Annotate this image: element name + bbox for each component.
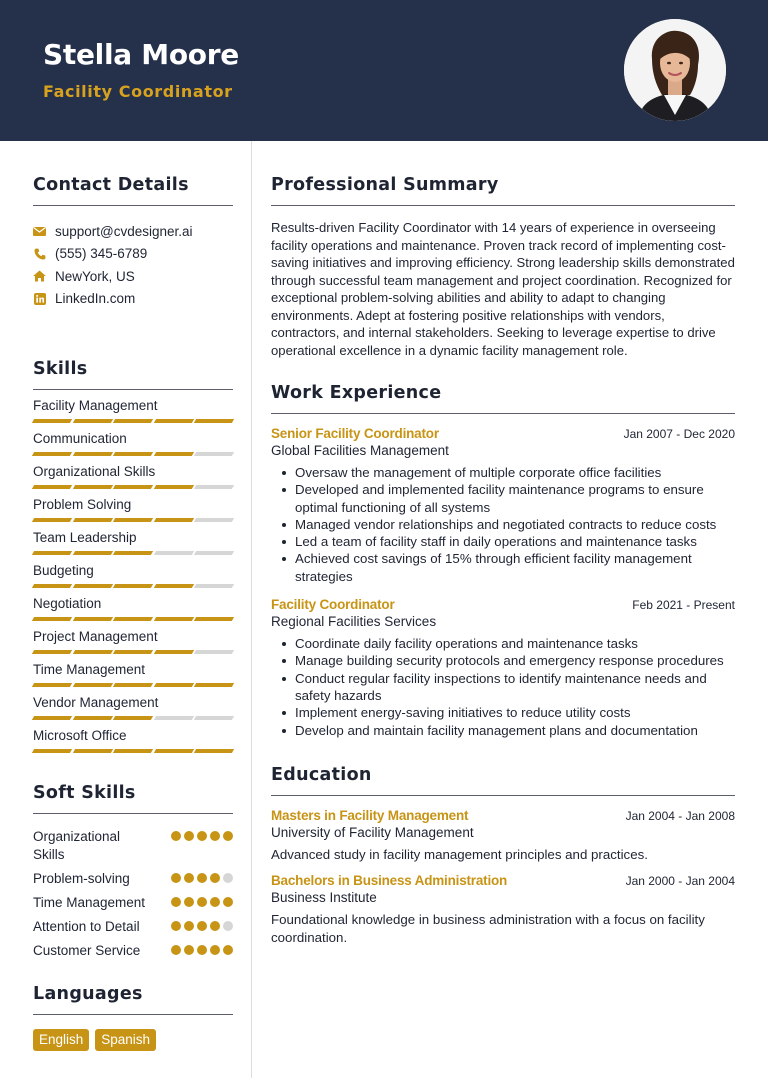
skill-item [33, 530, 233, 555]
soft-skills-title: Soft Skills [33, 783, 233, 814]
skill-name: Project Management [33, 629, 158, 644]
rating-dot [197, 921, 207, 931]
skill-level-segment [194, 551, 234, 555]
skill-item [33, 662, 233, 687]
skill-level-segment [32, 683, 72, 687]
job-bullet: Managed vendor relationships and negotiated contracts to reduce costs [295, 516, 735, 533]
skill-level-segment [154, 452, 194, 456]
skill-name: Organizational Skills [33, 464, 156, 479]
soft-skill-name: Organizational Skills [33, 829, 121, 862]
skill-level-segment [32, 485, 72, 489]
soft-skill-rating [171, 942, 233, 955]
right-column [271, 141, 735, 946]
job-title: Senior Facility Coordinator [271, 426, 439, 441]
skill-item [33, 431, 233, 456]
skill-item [33, 695, 233, 720]
skill-name: Vendor Management [33, 695, 159, 710]
skill-level-segment [72, 617, 112, 621]
skill-level-segment [113, 650, 153, 654]
skill-level-segment [194, 716, 234, 720]
language-badge: English [33, 1029, 89, 1051]
languages-title: Languages [33, 984, 233, 1015]
skill-level-segment [154, 716, 194, 720]
skill-item [33, 398, 233, 423]
skill-level-segment [72, 485, 112, 489]
left-column [33, 141, 233, 1051]
job-bullet: Implement energy-saving initiatives to reduce utility costs [295, 704, 735, 721]
education-dates: Jan 2000 - Jan 2004 [625, 874, 735, 889]
job-dates: Jan 2007 - Dec 2020 [623, 427, 735, 441]
rating-dot [184, 873, 194, 883]
skill-name: Time Management [33, 662, 146, 677]
skill-level-segment [194, 650, 234, 654]
degree-title: Bachelors in Business Administration [271, 873, 508, 889]
soft-skill-item [33, 942, 233, 960]
rating-dot [197, 873, 207, 883]
skill-item [33, 497, 233, 522]
rating-dot [171, 897, 181, 907]
degree-title: Masters in Facility Management [271, 807, 469, 823]
resume-header [0, 0, 768, 141]
contact-section [33, 175, 233, 310]
job-bullet: Oversaw the management of multiple corporate office facilities [295, 464, 735, 481]
skill-level-bar [33, 419, 233, 423]
contact-title: Contact Details [33, 175, 233, 206]
language-badge: Spanish [95, 1029, 156, 1051]
home-icon [33, 270, 46, 283]
job-company: Global Facilities Management [271, 443, 449, 458]
rating-dot [184, 831, 194, 841]
skill-name: Facility Management [33, 398, 158, 413]
linkedin-icon [33, 292, 46, 305]
candidate-name: Stella Moore [43, 38, 239, 71]
skills-section [33, 359, 233, 753]
skill-level-segment [113, 419, 153, 423]
skill-level-segment [72, 551, 112, 555]
rating-dot [171, 945, 181, 955]
skill-level-segment [194, 419, 234, 423]
skill-level-segment [32, 551, 72, 555]
skill-level-bar [33, 551, 233, 555]
school-name: University of Facility Management [271, 824, 474, 840]
skill-level-segment [194, 584, 234, 588]
skill-level-segment [72, 584, 112, 588]
experience-section [271, 383, 735, 739]
contact-email-text: support@cvdesigner.ai [55, 223, 193, 239]
education-section [271, 765, 735, 947]
skill-item [33, 728, 233, 753]
summary-section [271, 175, 735, 359]
skill-name: Microsoft Office [33, 728, 127, 743]
skills-list [33, 398, 233, 753]
contact-phone-text: (555) 345-6789 [55, 246, 148, 262]
rating-dot [223, 831, 233, 841]
skill-level-segment [154, 683, 194, 687]
skills-title: Skills [33, 359, 233, 390]
soft-skills-list [33, 828, 233, 960]
skill-level-bar [33, 485, 233, 489]
skill-level-segment [72, 683, 112, 687]
profile-photo [624, 19, 726, 121]
job-bullets [271, 464, 735, 585]
skill-level-segment [32, 716, 72, 720]
rating-dot [210, 921, 220, 931]
education-dates: Jan 2004 - Jan 2008 [625, 808, 735, 823]
skill-level-segment [154, 551, 194, 555]
soft-skill-name: Problem-solving [33, 871, 130, 886]
rating-dot [223, 873, 233, 883]
job-bullet: Conduct regular facility inspections to identify maintenance needs and safety hazards [295, 670, 735, 705]
rating-dot [210, 831, 220, 841]
skill-level-segment [154, 518, 194, 522]
summary-text: Results-driven Facility Coordinator with 14 years of experience in overseeing facility operations and maintenance. Proven track record of implementing cost-saving initiatives and improving efficiency. Strong leadership skills demonstrated through successful team management and project coordination. Recognized for exceptional problem-solving abilities and ability to adapt to changing environments. Adept at fostering positive relationships with vendors, contractors, and internal stakeholders. Seeking to leverage expertise to drive operational excellence in a dynamic facility management role. [271, 220, 735, 358]
rating-dot [223, 921, 233, 931]
soft-skill-name: Customer Service [33, 943, 141, 958]
skill-level-segment [113, 485, 153, 489]
portrait-image [624, 19, 726, 121]
rating-dot [197, 831, 207, 841]
skill-name: Communication [33, 431, 127, 446]
skill-level-segment [113, 716, 153, 720]
skill-level-segment [154, 419, 194, 423]
skill-item [33, 596, 233, 621]
skill-level-segment [113, 584, 153, 588]
skill-level-segment [72, 518, 112, 522]
soft-skill-item [33, 918, 233, 936]
job-bullet: Achieved cost savings of 15% through efficient facility management strategies [295, 550, 735, 585]
skill-level-bar [33, 584, 233, 588]
skill-level-segment [154, 617, 194, 621]
skill-item [33, 563, 233, 588]
job-entry [271, 426, 735, 585]
contact-phone[interactable] [33, 243, 233, 266]
skill-level-bar [33, 452, 233, 456]
skill-level-segment [32, 749, 72, 753]
rating-dot [210, 873, 220, 883]
job-company: Regional Facilities Services [271, 614, 437, 630]
rating-dot [184, 897, 194, 907]
skill-level-segment [113, 749, 153, 753]
soft-skill-item [33, 828, 233, 864]
skill-level-bar [33, 716, 233, 720]
skill-level-segment [32, 650, 72, 654]
skill-level-segment [113, 617, 153, 621]
skill-level-segment [113, 452, 153, 456]
phone-icon [33, 247, 46, 260]
skill-level-bar [33, 518, 233, 522]
rating-dot [171, 831, 181, 841]
education-entry [271, 873, 735, 946]
column-divider [251, 141, 252, 1078]
skill-level-segment [72, 716, 112, 720]
soft-skill-rating [171, 918, 233, 931]
rating-dot [184, 945, 194, 955]
experience-title: Work Experience [271, 383, 735, 414]
skill-name: Problem Solving [33, 497, 132, 512]
summary-title: Professional Summary [271, 175, 735, 206]
rating-dot [223, 897, 233, 907]
candidate-role: Facility Coordinator [43, 82, 233, 101]
job-bullets [271, 635, 735, 739]
job-bullet: Coordinate daily facility operations and maintenance tasks [295, 635, 735, 652]
rating-dot [210, 945, 220, 955]
languages-list [33, 1029, 233, 1051]
skill-name: Team Leadership [33, 530, 137, 545]
skill-level-segment [154, 485, 194, 489]
skill-level-bar [33, 617, 233, 621]
skill-level-segment [72, 452, 112, 456]
skill-level-segment [154, 650, 194, 654]
skill-level-bar [33, 749, 233, 753]
soft-skill-item [33, 894, 233, 912]
soft-skill-rating [171, 828, 233, 841]
skill-level-segment [72, 650, 112, 654]
job-bullet: Developed and implemented facility maintenance programs to ensure optimal functioning of all systems [295, 481, 735, 516]
skill-level-segment [113, 683, 153, 687]
languages-section [33, 984, 233, 1051]
skill-level-segment [113, 551, 153, 555]
rating-dot [210, 897, 220, 907]
skill-level-segment [194, 617, 234, 621]
skill-level-segment [72, 749, 112, 753]
skill-level-segment [32, 518, 72, 522]
skill-level-segment [154, 584, 194, 588]
skill-level-segment [32, 419, 72, 423]
skill-item [33, 464, 233, 489]
soft-skill-rating [171, 870, 233, 883]
contact-location-text: NewYork, US [55, 268, 135, 284]
skill-level-segment [32, 584, 72, 588]
contact-list [33, 220, 233, 310]
job-dates: Feb 2021 - Present [632, 598, 735, 613]
school-name: Business Institute [271, 890, 377, 906]
contact-email[interactable] [33, 220, 233, 243]
job-title: Facility Coordinator [271, 597, 395, 613]
contact-linkedin[interactable] [33, 288, 233, 311]
skill-level-segment [154, 749, 194, 753]
skill-level-segment [194, 452, 234, 456]
rating-dot [171, 873, 181, 883]
skill-level-segment [72, 419, 112, 423]
contact-location [33, 265, 233, 288]
skill-level-segment [194, 518, 234, 522]
education-description: Advanced study in facility management principles and practices. [271, 846, 648, 862]
skill-level-segment [32, 452, 72, 456]
education-description: Foundational knowledge in business administration with a focus on facility coordination. [271, 912, 705, 945]
skill-level-bar [33, 650, 233, 654]
job-bullet: Manage building security protocols and emergency response procedures [295, 652, 735, 669]
skill-level-segment [194, 749, 234, 753]
email-icon [33, 225, 46, 238]
skill-level-segment [194, 683, 234, 687]
soft-skill-name: Attention to Detail [33, 919, 140, 934]
skill-item [33, 629, 233, 654]
rating-dot [197, 945, 207, 955]
skill-level-bar [33, 683, 233, 687]
contact-linkedin-text: LinkedIn.com [55, 291, 136, 307]
job-entry [271, 597, 735, 739]
education-entry [271, 808, 735, 864]
skill-level-segment [194, 485, 234, 489]
skill-name: Negotiation [33, 596, 102, 611]
soft-skill-name: Time Management [33, 895, 146, 910]
skill-level-segment [32, 617, 72, 621]
rating-dot [171, 921, 181, 931]
job-bullet: Develop and maintain facility management plans and documentation [295, 722, 735, 739]
soft-skills-section [33, 783, 233, 960]
rating-dot [223, 945, 233, 955]
skill-level-segment [113, 518, 153, 522]
rating-dot [184, 921, 194, 931]
skill-name: Budgeting [33, 563, 94, 578]
job-bullet: Led a team of facility staff in daily operations and maintenance tasks [295, 533, 735, 550]
rating-dot [197, 897, 207, 907]
education-title: Education [271, 765, 735, 796]
soft-skill-rating [171, 894, 233, 907]
soft-skill-item [33, 870, 233, 888]
